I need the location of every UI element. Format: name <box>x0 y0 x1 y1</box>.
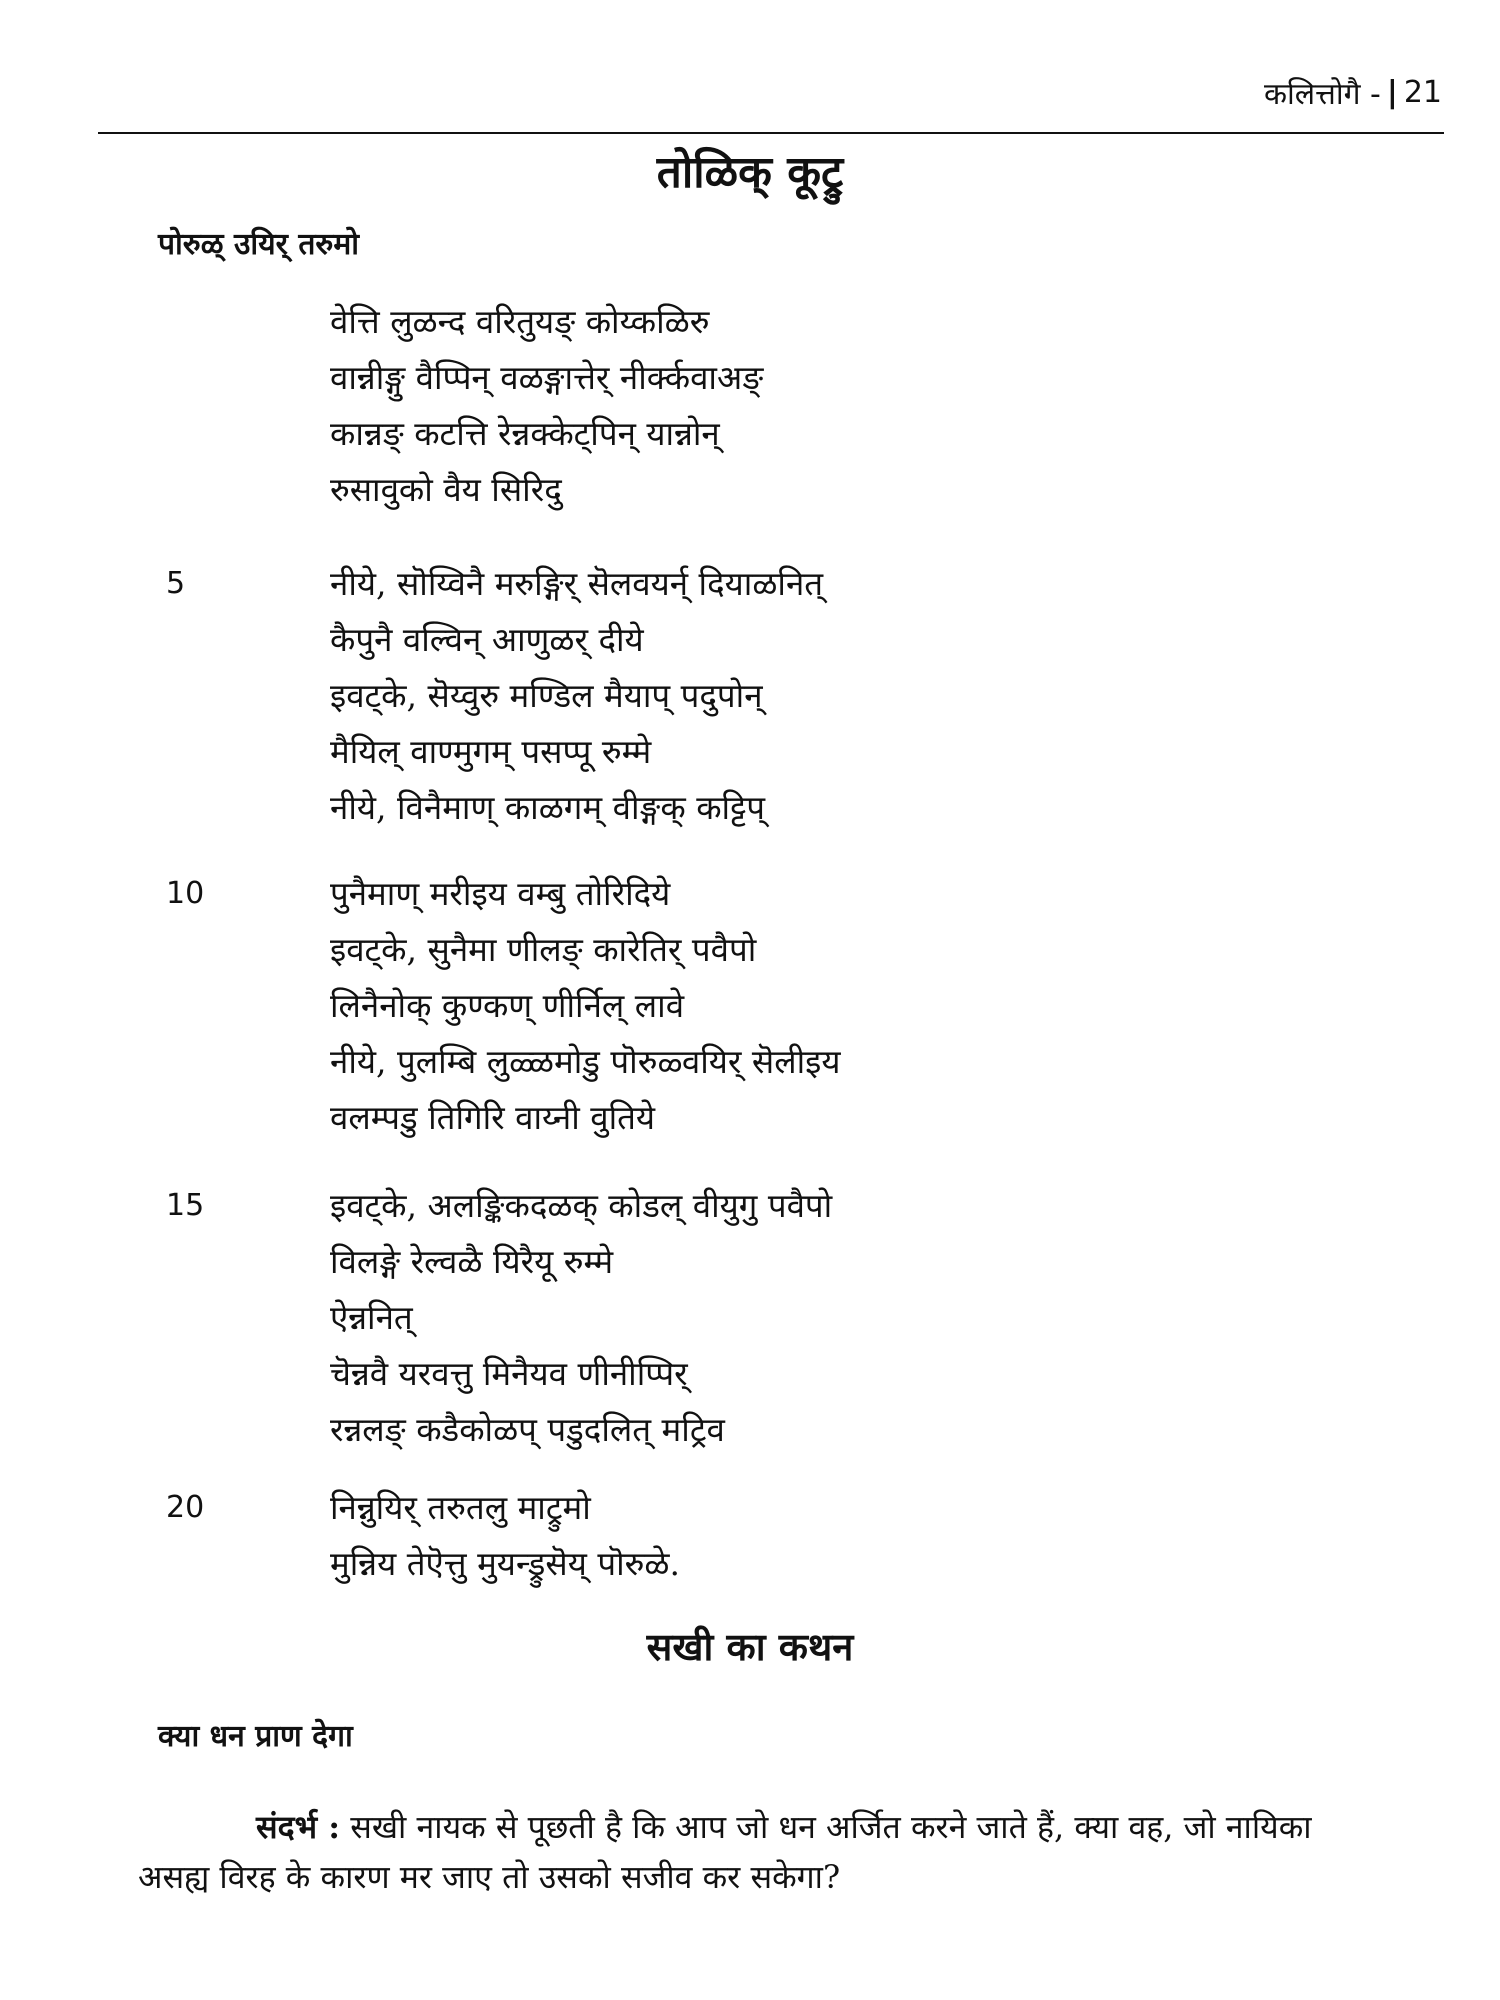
verse-line <box>0 406 1500 462</box>
verse-line <box>0 462 1500 518</box>
verse-text: ऐन्ननित् <box>330 1298 413 1337</box>
verse-line <box>0 1536 1500 1592</box>
verse-line <box>0 780 1500 836</box>
verse-text: इवट्के, सॆय्वुरु मण्डिल मैयाप् पदुपोन् <box>330 676 763 715</box>
stanza-4 <box>0 1178 1500 1458</box>
verse-line <box>0 612 1500 668</box>
verse-line <box>0 1034 1500 1090</box>
poem-title: तोळिक् कूट्रु <box>656 147 844 198</box>
verse-text: लिनैनोक् कुण्कण् णीर्निल् लावे <box>330 986 685 1025</box>
verse-text: चॆन्नवै यरवत्तु मिनैयव णीनीप्पिर् <box>330 1354 688 1393</box>
running-header <box>1264 72 1442 113</box>
verse-text: मैयिल् वाण्मुगम् पसप्पू रुम्मे <box>330 732 652 771</box>
context-label: संदर्भ : <box>256 1808 341 1846</box>
stanza-2 <box>0 556 1500 836</box>
verse-text: नीये, विनैमाण् काळगम् वीङ्गक् कट्टिप् <box>330 788 765 827</box>
page-number: 21 <box>1403 75 1442 110</box>
verse-line <box>0 978 1500 1034</box>
line-number: 15 <box>166 1188 205 1223</box>
line-number: 10 <box>166 876 205 911</box>
verse-line <box>0 1346 1500 1402</box>
verse-line <box>0 922 1500 978</box>
verse-text: वलम्पडु तिगिरि वाय्नी वुतिये <box>330 1098 656 1137</box>
verse-text: नीये, सॊय्विनै मरुङ्गिर् सॆलवयर्न् दियाळनित् <box>330 564 824 603</box>
verse-text: रुसावुको वैय सिरिदु <box>330 470 562 509</box>
stanza-1 <box>0 294 1500 518</box>
verse-line <box>0 1090 1500 1146</box>
verse-line <box>0 1290 1500 1346</box>
verse-line <box>0 350 1500 406</box>
verse-line <box>0 1402 1500 1458</box>
verse-text: पुनैमाण् मरीइय वम्बु तोरिदिये <box>330 874 671 913</box>
verse-line <box>0 668 1500 724</box>
verse-text: वान्नीङ्गु वैप्पिन् वळङ्गात्तेर् नीर्क्कवाअङ् <box>330 358 764 397</box>
poem-subtitle: पोरुळ् उयिर् तरुमो <box>158 227 360 262</box>
stanza-5 <box>0 1480 1500 1592</box>
line-number: 5 <box>166 566 186 601</box>
line-number: 20 <box>166 1490 205 1525</box>
header-rule <box>98 132 1444 134</box>
verse-line <box>0 556 1500 612</box>
verse-text: वेत्ति लुळन्द वरितुयङ् कोय्कळिरु <box>330 302 710 341</box>
verse-text: कान्नङ् कटत्ति रेन्नक्केट्पिन् यान्नोन् <box>330 414 720 453</box>
header-separator: | <box>1386 75 1398 110</box>
verse-text: निन्नुयिर् तरुतलु माट्रुमो <box>330 1488 591 1527</box>
verse-text: नीये, पुलम्बि लुळ्ळमोडु पॊरुळ्वयिर् सॆलीइय <box>330 1042 841 1081</box>
verse-line <box>0 1178 1500 1234</box>
verse-line <box>0 1480 1500 1536</box>
verse-text: मुन्निय तेऎत्तु मुयन्ड्रुसॆय् पॊरुळे. <box>330 1544 680 1583</box>
context-text: सखी नायक से पूछती है कि आप जो धन अर्जित करने जाते हैं, क्या वह, जो नायिका असह्य विरह के कारण मर जाए तो उसको सजीव कर सकेगा? <box>138 1808 1312 1896</box>
verse-line <box>0 1234 1500 1290</box>
stanza-3 <box>0 866 1500 1146</box>
verse-text: रन्नलङ् कडैकोळप् पडुदलित् मट्रिव <box>330 1410 725 1449</box>
verse-text: कैपुनै वल्विन् आणुळर् दीये <box>330 620 644 659</box>
verse-line <box>0 724 1500 780</box>
verse-line <box>0 866 1500 922</box>
verse-text: इवट्के, अलङ्किकदळक् कोडल् वीयुगु पवैपो <box>330 1186 833 1225</box>
commentary-subtitle: क्या धन प्राण देगा <box>158 1719 353 1754</box>
context-paragraph <box>138 1802 1378 1902</box>
verse-text: इवट्के, सुनैमा णीलङ् कारेतिर् पवैपो <box>330 930 757 969</box>
running-title: कलित्तोगै - <box>1263 77 1381 112</box>
verse-line <box>0 294 1500 350</box>
commentary-title: सखी का कथन <box>646 1625 854 1669</box>
verse-text: विलङ्गे रेल्वळै यिरैयू रुम्मे <box>330 1242 614 1281</box>
